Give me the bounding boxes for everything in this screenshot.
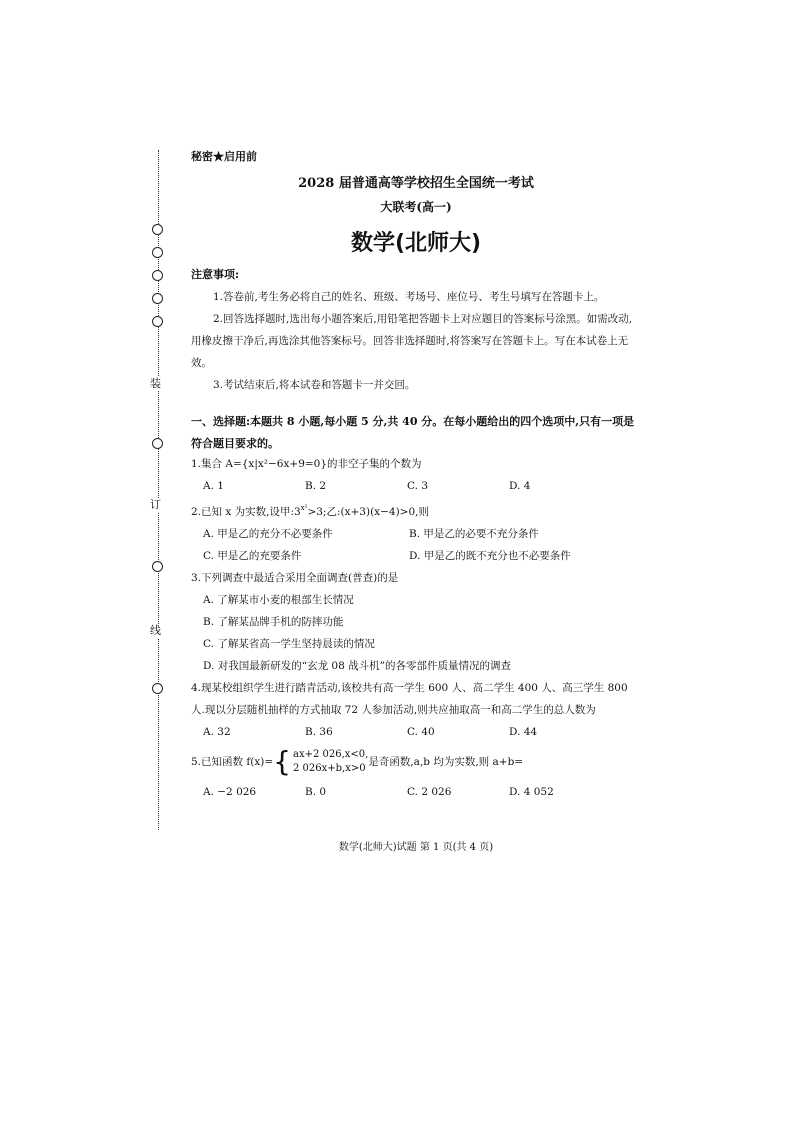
notes-list	[191, 286, 641, 396]
secret-label: 秘密★启用前	[191, 150, 257, 163]
option-c: C. 了解某省高一学生坚持晨读的情况	[203, 638, 375, 650]
option-b: B. 0	[305, 786, 327, 798]
option-a: A. 了解某市小麦的根部生长情况	[203, 594, 354, 606]
option-d: D. 对我国最新研发的“玄龙 08 战斗机”的各零部件质量情况的调查	[203, 660, 511, 672]
question-1	[191, 453, 641, 497]
option-c: C. 甲是乙的充要条件	[203, 550, 302, 562]
option-row	[191, 475, 641, 497]
question-stem: 4.现某校组织学生进行踏青活动,该校共有高一学生 600 人、高二学生 400 人、高三学生 800 人.现以分层随机抽样的方式抽取 72 人参加活动,则共应抽取高一和高二学生的总人数为	[191, 682, 628, 716]
binding-hole	[152, 270, 163, 281]
question-2	[191, 497, 641, 567]
option-d: D. 44	[509, 726, 538, 738]
binding-hole	[152, 683, 163, 694]
option-a: A. 32	[203, 726, 231, 738]
piecewise-cases	[293, 748, 368, 776]
question-stem: 1.集合 A={x|x²−6x+9=0}的非空子集的个数为	[191, 458, 422, 470]
option-d: D. 4 052	[509, 786, 554, 798]
stem-part: 是奇函数,a,b 均为实数,则 a+b=	[368, 756, 524, 768]
stem-part: 2.已知 x 为实数,设甲:3	[191, 506, 301, 518]
exam-title: 2028 届普通高等学校招生全国统一考试	[298, 176, 534, 191]
question-4	[191, 677, 641, 743]
stem-superscript: x²	[300, 504, 308, 512]
option-row	[191, 721, 641, 743]
option-row	[191, 545, 641, 567]
subject-title: 数学(北师大)	[350, 231, 482, 256]
question-5	[191, 743, 641, 803]
question-stem	[191, 497, 641, 523]
binding-hole	[152, 316, 163, 327]
note-item: 3.考试结束后,将本试卷和答题卡一并交回。	[213, 379, 416, 391]
exam-subtitle: 大联考(高一)	[380, 200, 452, 214]
binding-hole	[152, 561, 163, 572]
notes-heading: 注意事项:	[191, 268, 240, 281]
question-stem	[191, 743, 641, 781]
binding-hole	[152, 438, 163, 449]
binding-hole	[152, 224, 163, 235]
section-title: 一、选择题:本题共 8 小题,每小题 5 分,共 40 分。在每小题给出的四个选项中,只有一项是符合题目要求的。	[191, 415, 635, 450]
brace-icon: {	[273, 745, 291, 778]
page-footer: 数学(北师大)试题 第 1 页(共 4 页)	[338, 842, 494, 853]
question-3	[191, 567, 641, 677]
option-row	[191, 523, 641, 545]
option-d: D. 甲是乙的既不充分也不必要条件	[409, 550, 571, 562]
stem-part: >3;乙:(x+3)(x−4)>0,则	[307, 506, 429, 518]
note-item: 1.答卷前,考生务必将自己的姓名、班级、考场号、座位号、考生号填写在答题卡上。	[213, 291, 605, 303]
option-b: B. 了解某品牌手机的防摔功能	[203, 616, 344, 628]
option-b: B. 36	[305, 726, 333, 738]
binding-hole	[152, 293, 163, 304]
option-c: C. 3	[407, 480, 429, 492]
piecewise-function	[273, 745, 369, 778]
question-stem: 3.下列调查中最适合采用全面调查(普查)的是	[191, 572, 399, 584]
option-c: C. 2 026	[407, 786, 452, 798]
option-a: A. −2 026	[203, 786, 257, 798]
binding-hole	[152, 247, 163, 258]
case-2: 2 026x+b,x>0	[292, 763, 366, 774]
question-list	[191, 453, 641, 803]
margin-char-zhuang: 装	[150, 377, 161, 390]
option-a: A. 甲是乙的充分不必要条件	[203, 528, 333, 540]
stem-part: 5.已知函数 f(x)=	[191, 756, 274, 768]
option-a: A. 1	[203, 480, 224, 492]
case-1: ax+2 026,x<0,	[292, 749, 369, 760]
margin-char-xian: 线	[150, 624, 161, 637]
margin-char-ding: 订	[150, 498, 161, 511]
option-b: B. 甲是乙的必要不充分条件	[409, 528, 539, 540]
option-row	[191, 781, 641, 803]
note-item: 2.回答选择题时,选出每小题答案后,用铅笔把答题卡上对应题目的答案标号涂黑。如需改动,用橡皮擦干净后,再选涂其他答案标号。回答非选择题时,将答案写在答题卡上。写在本试卷上无效。	[191, 313, 633, 369]
option-b: B. 2	[305, 480, 327, 492]
option-d: D. 4	[509, 480, 531, 492]
option-c: C. 40	[407, 726, 435, 738]
